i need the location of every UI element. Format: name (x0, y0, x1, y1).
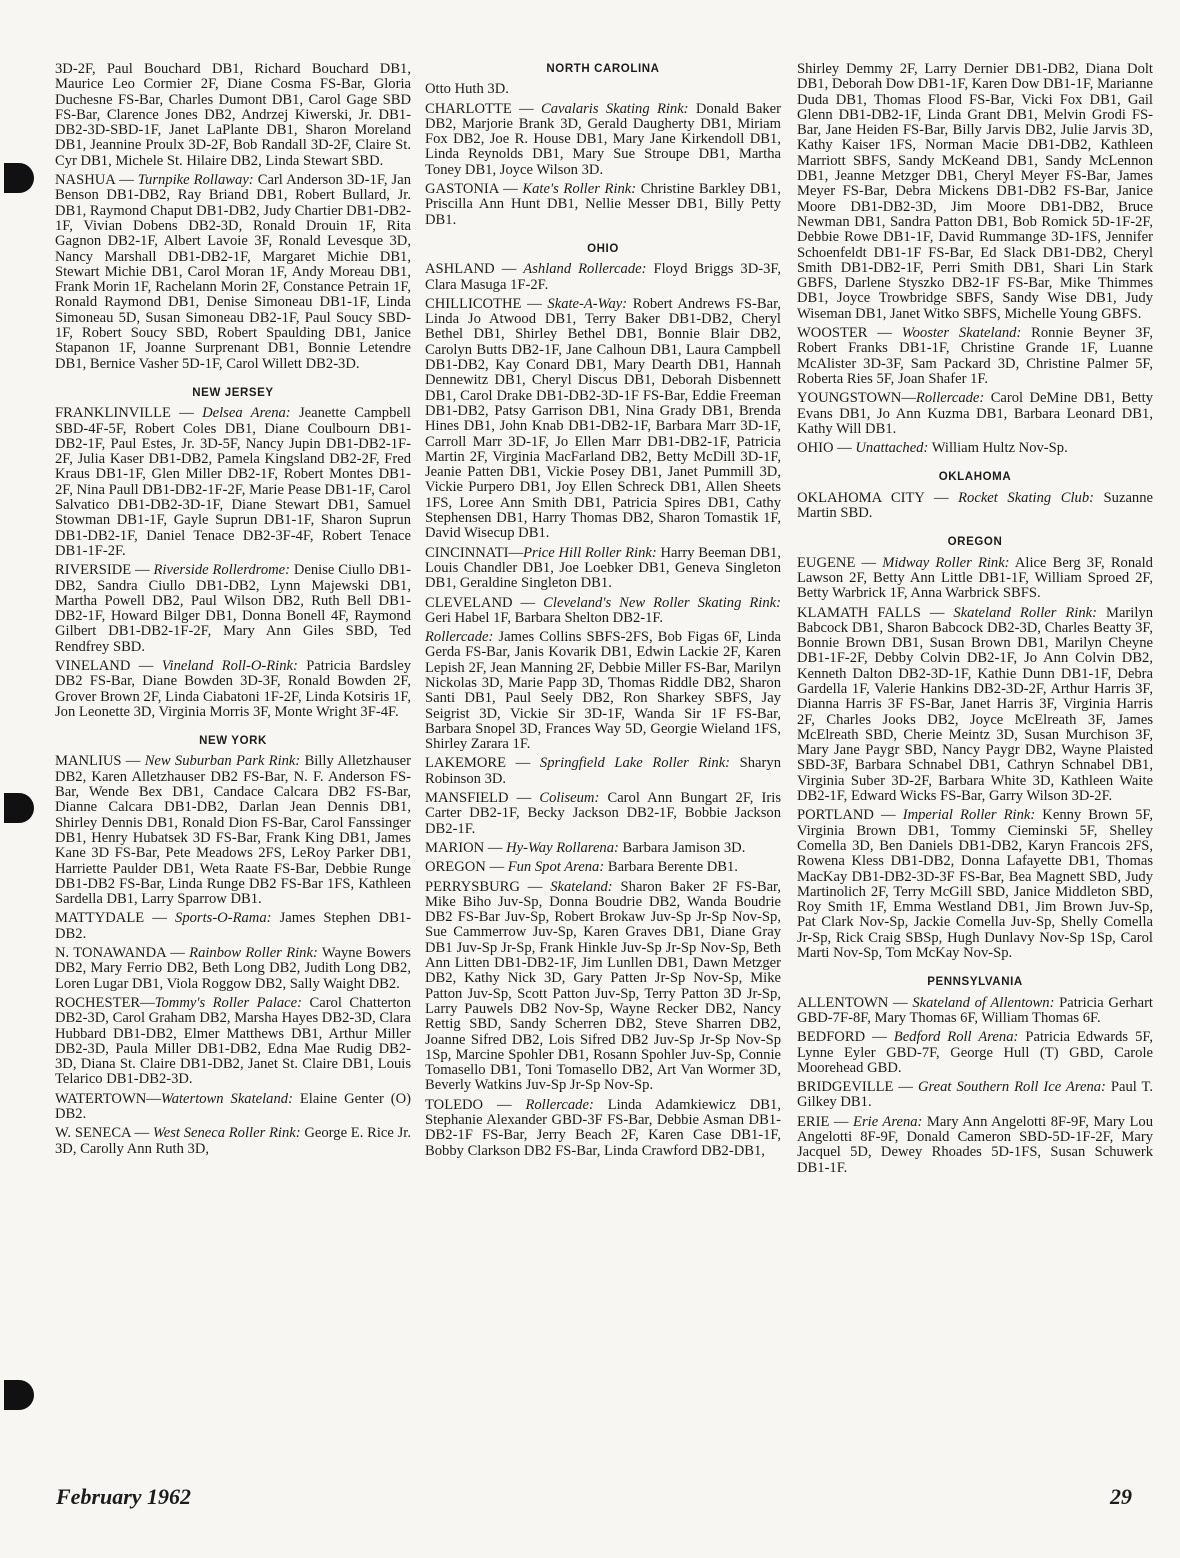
club-entry (55, 754, 411, 907)
city-name: CHILLICOTHE — (425, 295, 548, 312)
rink-name: Sports-O-Rama: (175, 910, 272, 927)
skater-list: Linda Adamkiewicz DB1, Stephanie Alexander GBD-3F FS-Bar, Debbie Asman DB1-DB2-1F FS-Bar, Jerry Beach 2F, Karen Case DB1-1F, Bobby Clarkson DB2 FS-Bar, Linda Crawford DB2-DB1, (425, 1096, 781, 1159)
skater-list: Christine Barkley DB1, Priscilla Ann Hunt DB1, Nellie Messer DB1, Billy Petty DB1. (425, 181, 781, 228)
club-entry (797, 996, 1153, 1027)
club-entry (425, 546, 781, 592)
column-middle (425, 62, 781, 1163)
column-left (55, 62, 411, 1161)
rink-name: Riverside Rollerdrome: (153, 562, 290, 579)
binder-hole (4, 163, 34, 193)
skater-list: Suzanne Martin SBD. (797, 489, 1153, 522)
city-name: MARION — (425, 839, 507, 856)
rink-name: Skateland of Allentown: (912, 994, 1055, 1011)
city-name: CLEVELAND — (425, 594, 544, 611)
city-name: ERIE — (797, 1113, 854, 1130)
city-name: CINCINNATI— (425, 544, 524, 561)
city-name: LAKEMORE — (425, 755, 540, 772)
club-entry (797, 62, 1153, 322)
club-entry (797, 441, 1153, 456)
city-name: CHARLOTTE — (425, 100, 541, 117)
club-entry (425, 82, 781, 97)
city-name: BRIDGEVILLE — (797, 1079, 918, 1096)
rink-name: Cleveland's New Roller Skating Rink: (543, 594, 781, 611)
rink-name: Rollercade: (915, 390, 985, 407)
rink-name: Rollercade: (525, 1096, 594, 1113)
club-entry (425, 841, 781, 856)
club-entry (55, 1092, 411, 1123)
club-entry (55, 563, 411, 655)
rink-name: Unattached: (855, 440, 929, 457)
rink-name: Turnpike Rollaway: (137, 172, 254, 189)
rink-name: Rollercade: (425, 629, 494, 646)
page-number: 29 (1110, 1484, 1132, 1509)
rink-name: Vineland Roll-O-Rink: (161, 657, 298, 674)
skater-list: Alice Berg 3F, Ronald Lawson 2F, Betty Ann Little DB1-1F, William Sproed 2F, Betty Warbrick 1F, Anna Warbrick SBFS. (797, 554, 1153, 602)
skater-list: Billy Alletzhauser DB2, Karen Alletzhauser DB2 FS-Bar, N. F. Anderson FS-Bar, Wende Bex DB1, Candace Calcara DB2 FS-Bar, Dianne Calcara DB1-DB2, Darlan Jean Dennis DB1, Shirley Dennis DB1, Ronald Dion FS-Bar, Carol Fanssinger DB1, Henry Hubatsek 3D FS-Bar, Frank King DB1, James Kane 3D FS-Bar, Pete Meadows 2FS, LeRoy Parker DB1, Harriette Paulder DB1, Weta Raate FS-Bar, Debbie Runge DB1-DB2 FS-Bar, Linda Runge DB2 FS-Bar 1FS, Kathleen Sardella DB1, Larry Sparrow DB1. (55, 753, 412, 908)
skater-list: Elaine Genter (O) DB2. (55, 1090, 412, 1122)
city-name: KLAMATH FALLS — (797, 604, 954, 621)
rink-name: Bedford Roll Arena: (893, 1029, 1019, 1046)
city-name: YOUNGSTOWN— (797, 390, 916, 407)
skater-list: Carol DeMine DB1, Betty Evans DB1, Jo Ann Kuzma DB1, Barbara Leonard DB1, Kathy Will DB1. (797, 390, 1153, 437)
club-entry (425, 791, 781, 837)
club-entry (425, 1098, 781, 1159)
rink-name: Wooster Skateland: (901, 325, 1022, 342)
skater-list: Paul T. Gilkey DB1. (797, 1079, 1153, 1111)
club-entry (55, 659, 411, 720)
city-name: GASTONIA — (425, 181, 523, 198)
rink-name: Imperial Roller Rink: (902, 807, 1036, 824)
city-name: OKLAHOMA CITY — (797, 489, 959, 506)
skater-list: Patricia Gerhart GBD-7F-8F, Mary Thomas 6F, William Thomas 6F. (797, 994, 1153, 1026)
rink-name: Skateland Roller Rink: (953, 604, 1097, 621)
skater-list: 3D-2F, Paul Bouchard DB1, Richard Bouchard DB1, Maurice Leo Cormier 2F, Diane Cosma FS-Bar, Gloria Duchesne FS-Bar, Charles Dumont DB1, Carol Gage SBD FS-Bar, Clarence Jones DB2, Andrzej Kiwerski, Jr. DB1-DB2-3D-SBD-1F, Janet LaPlante DB1, Sharon Moreland DB1, Jeannine Proulx 3D-2F, Bob Randall 3D-2F, Claire St. Cyr DB1, Michele St. Hilaire DB2, Linda Stewart SBD. (55, 61, 411, 169)
city-name: EUGENE — (797, 554, 883, 571)
skater-list: Otto Huth 3D. (425, 81, 509, 98)
club-entry (425, 880, 781, 1094)
club-entry (797, 1115, 1153, 1176)
state-heading: OHIO (587, 242, 619, 255)
rink-name: Delsea Arena: (202, 405, 291, 422)
club-entry (425, 596, 781, 627)
skater-list: Barbara Berente DB1. (604, 859, 738, 876)
city-name: W. SENECA — (55, 1125, 153, 1142)
city-name: ASHLAND — (425, 261, 524, 278)
club-entry (55, 946, 411, 992)
club-entry (55, 173, 411, 372)
skater-list: Patricia Edwards 5F, Lynne Eyler GBD-7F, George Hull (T) GBD, Carole Moorehead GBD. (797, 1029, 1154, 1076)
state-heading: NEW YORK (199, 735, 267, 748)
city-name: WATERTOWN— (55, 1090, 161, 1107)
skater-list: Robert Andrews FS-Bar, Linda Jo Atwood DB1, Terry Baker DB1-DB2, Cheryl Bethel DB1, Shirley Bethel DB1, Bonnie Blair DB2, Carolyn Butts DB2-1F, Jane Calhoun DB1, Laura Campbell DB1-DB2, Kay Conard DB1, Mary Dearth DB1, Hannah Dennewitz DB1, Cheryl Discus DB1, Deborah Disbennett DB1, Carol Drake DB1-DB2-3D-1F FS-Bar, Eddie Freeman DB1-DB2, Patsy Garrison DB1, Nina Grady DB1, Brenda Hines DB1, John Knab DB1-DB2-1F, Barbara Marr 3D-1F, Carroll Marr 3D-1F, Jo Ellen Marr DB1-DB2-1F, Patricia Martin 2F, Virginia MacFarland DB2, Betty McDill 3D-1F, Jeanie Patten DB1, Vickie Posey DB1, Janet Pummill 3D, Vickie Purpero DB1, Joy Ellen Schreck DB1, Allen Sheets 1FS, Loree Ann Smith DB1, Patricia Spires DB1, Cathy Stephensen DB1, Harry Thomas DB2, Sharon Tomastik 1F, David Wisecup DB1. (425, 295, 781, 542)
skater-list: James Collins SBFS-2FS, Bob Figas 6F, Linda Gerda FS-Bar, Janis Kovarik DB1, Edwin Lackie 2F, Karen Lepish 2F, Jean Manning 2F, Debbie Miller FS-Bar, Marilyn Nickolas 3D, Marie Papp 3D, Thomas Riddle DB2, Sharon Santi DB1, Paul Seely DB2, Ron Sharkey SBFS, Jay Seigrist 3D, Vickie Sir 3D-1F, Wanda Sir 1F FS-Bar, Barbara Snopel 3D, Frances Way 5D, Georgie Wieland 1FS, Shirley Zarara 1F. (425, 629, 781, 753)
city-name: ROCHESTER— (55, 994, 155, 1011)
city-name: PORTLAND — (797, 807, 903, 824)
club-entry (797, 1080, 1153, 1111)
rink-name: Tommy's Roller Palace: (154, 994, 302, 1011)
skater-list: William Hultz Nov-Sp. (928, 440, 1068, 457)
skater-list: Harry Beeman DB1, Louis Chandler DB1, Joe Loebker DB1, Geneva Singleton DB1, Geraldine Singleton DB1. (425, 544, 781, 592)
state-heading: NEW JERSEY (192, 386, 274, 399)
skater-list: Kenny Brown 5F, Virginia Brown DB1, Tommy Cieminski 5F, Shelley Comella 3D, Ben Daniels DB1-DB2, Karyn Francois 2FS, Rowena Kless DB1-DB2, Donna Lafayette DB1, Thomas MacKay DB1-DB2-3D-3F FS-Bar, Bea Magnett SBD, Judy Martinolich 2F, Terry McGill SBD, Janice Middleton SBD, Roy Smith 1F, Emma Westland DB1, Jim Brown Juv-Sp, Pat Clark Nov-Sp, Jackie Comella Juv-Sp, Shelly Comella Jr-Sp, Rick Craig SBSp, Hugh Dunlavy Nov-Sp 1Sp, Carol Marti Nov-Sp, Tom McKay Nov-Sp. (797, 807, 1153, 962)
rink-name: Ashland Rollercade: (523, 261, 647, 278)
rink-name: Rocket Skating Club: (958, 489, 1094, 506)
skater-list: Floyd Briggs 3D-3F, Clara Masuga 1F-2F. (425, 261, 781, 293)
club-entry (425, 182, 781, 228)
rink-name: Hy-Way Rollarena: (506, 839, 619, 856)
city-name: NASHUA — (55, 172, 138, 189)
club-entry (55, 996, 411, 1088)
skater-list: Carl Anderson 3D-1F, Jan Benson DB1-DB2, Ray Briand DB1, Robert Bullard, Jr. DB1, Raymond Chaput DB1-DB2, Judy Chartier DB1-DB2-1F, Vivian Dobens DB2-3D, Ronald Drouin 1F, Rita Gagnon DB2-1F, Albert Lavoie 3F, Ronald Levesque 3D, Nancy Marshall DB1-DB2-1F, Margaret Michie DB1, Stewart Michie DB1, Carol Moran 1F, Andy Moreau DB1, Frank Morin 1F, Rachelann Morin 2F, Constance Petrain 1F, Ronald Raymond DB1, Denise Simoneau DB1-1F, Linda Simoneau 5D, Susan Simoneau DB2-1F, Paul Soucy SBD-1F, Robert Soucy SBD, Robert Spaulding DB1, Janice Stapanon 1F, Joanne Surprenant DB1, Bonnie Letendre DB1, Bernice Vasher 5D-1F, Carol Willett DB2-3D. (55, 172, 411, 372)
skater-list: George E. Rice Jr. 3D, Carolly Ann Ruth 3D, (55, 1125, 412, 1157)
skater-list: Ronnie Beyner 3F, Robert Franks DB1-1F, Christine Grande 1F, Luanne McAlister 3D-3F, Sam Packard 3D, Christine Palmer 5F, Roberta Ries 5F, Joan Shafer 1F. (797, 325, 1153, 387)
rink-name: Great Southern Roll Ice Arena: (917, 1079, 1106, 1096)
rink-name: Springfield Lake Roller Rink: (539, 755, 731, 772)
club-entry (425, 297, 781, 542)
city-name: BEDFORD — (797, 1029, 894, 1046)
club-entry (55, 62, 411, 169)
skater-list: Mary Ann Angelotti 8F-9F, Mary Lou Angelotti 8F-9F, Donald Cameron SBD-5D-1F-2F, Mary Jacquel 5D, Dewey Rhoades 5D-1FS, Susan Schuwerk DB1-1F. (797, 1113, 1153, 1176)
skater-list: Geri Habel 1F, Barbara Shelton DB2-1F. (425, 609, 664, 626)
binder-hole (4, 1380, 34, 1410)
rink-name: Skateland: (550, 878, 613, 895)
city-name: ALLENTOWN — (797, 994, 913, 1011)
column-right (797, 62, 1153, 1180)
skater-list: Patricia Bardsley DB2 FS-Bar, Diane Bowden 3D-3F, Ronald Bowden 2F, Grover Brown 2F, Linda Ciabatoni 1F-2F, Linda Kotsiris 1F, Jon Leonette 3D, Virginia Morris 3F, Monte Wright 3F-4F. (55, 657, 412, 720)
city-name: OREGON — (425, 859, 508, 876)
rink-name: Skate-A-Way: (547, 295, 628, 312)
skater-list: Wayne Bowers DB2, Mary Ferrio DB2, Beth Long DB2, Judith Long DB2, Loren Lugar DB1, Viola Roggow DB2, Sally Waight DB2. (55, 945, 411, 992)
rink-name: Midway Roller Rink: (882, 554, 1010, 571)
rink-name: Price Hill Roller Rink: (523, 544, 657, 561)
club-entry (425, 262, 781, 293)
skater-list: Barbara Jamison 3D. (618, 839, 746, 856)
city-name: MANSFIELD — (425, 790, 540, 807)
club-entry (797, 491, 1153, 522)
city-name: RIVERSIDE — (55, 562, 154, 579)
club-entry (55, 406, 411, 559)
issue-date: February 1962 (56, 1484, 192, 1509)
city-name: TOLEDO — (425, 1096, 526, 1113)
rink-name: Erie Arena: (853, 1113, 923, 1130)
city-name: OHIO — (797, 440, 856, 457)
club-entry (425, 860, 781, 875)
club-entry (425, 630, 781, 752)
club-entry (55, 1126, 411, 1157)
club-entry (797, 606, 1153, 805)
club-entry (425, 756, 781, 787)
club-entry (55, 911, 411, 942)
club-entry (797, 391, 1153, 437)
rink-name: Kate's Roller Rink: (522, 181, 637, 198)
club-entry (797, 326, 1153, 387)
rink-name: Fun Spot Arena: (507, 859, 605, 876)
skater-list: Denise Ciullo DB1-DB2, Sandra Ciullo DB1-DB2, Lynn Majewski DB1, Martha Powell DB2, Paul Wilson DB2, Ruth Bell DB1-DB2-1F, Howard Bilger DB1, Donna Bonell 4F, Raymond Gilbert DB1-DB2-1F-2F, Mary Ann Giles SBD, Ted Rendfrey SBD. (55, 562, 411, 655)
city-name: FRANKLINVILLE — (55, 405, 203, 422)
city-name: MATTYDALE — (55, 910, 176, 927)
rink-name: New Suburban Park Rink: (144, 753, 301, 770)
skater-list: Carol Ann Bungart 2F, Iris Carter DB2-1F, Becky Jackson DB2-1F, Bobbie Jackson DB2-1F. (425, 790, 782, 837)
state-heading: NORTH CAROLINA (546, 63, 660, 75)
state-heading: OREGON (947, 536, 1003, 549)
skater-list: Jeanette Campbell SBD-4F-5F, Robert Coles DB1, Diane Coulbourn DB1-DB2-1F, Paul Estes, Jr. 3D-5F, Nancy Jupin DB1-DB2-1F-2F, Julia Kaser DB1-DB2, Pamela Kingsland DB2-2F, Fred Kraus DB1-1F, Glen Miller DB2-1F, Robert Montes DB1-2F, Nina Paull DB1-DB2-1F-2F, Marie Pease DB1-1F, Carol Salvatico DB1-DB2-3D-1F, Diane Stewart DB1, Samuel Stowman DB1-1F, Gayle Suprun DB1-1F, Sharon Suprun DB1-DB2-1F, Daniel Tenace DB2-3F-4F, Robert Tenace DB1-1F-2F. (55, 405, 411, 559)
club-entry (797, 556, 1153, 602)
city-name: PERRYSBURG — (425, 878, 551, 895)
rink-name: Coliseum: (539, 790, 600, 807)
skater-list: Donald Baker DB2, Marjorie Brank 3D, Gerald Daugherty DB1, Miriam Fox DB2, Joe R. House DB1, Mary Jane Kirkendoll DB1, Linda Reynolds DB1, Mary Sue Stroupe DB1, Martha Toney DB1, Joyce Wilson 3D. (425, 100, 781, 178)
skater-list: Carol Chatterton DB2-3D, Carol Graham DB2, Marsha Hayes DB2-3D, Clara Hubbard DB1-DB2, Elmer Matthews DB1, Arthur Miller DB2-3D, Paula Miller DB1-DB2, Edna Mae Rudig DB2-3D, Diana St. Claire DB1-DB2, Janet St. Claire DB1, Louis Telarico DB1-DB2-3D. (55, 994, 411, 1088)
rink-name: Cavalaris Skating Rink: (540, 100, 689, 117)
binder-hole (4, 793, 34, 823)
club-entry (797, 1030, 1153, 1076)
city-name: N. TONAWANDA — (55, 945, 190, 962)
skater-list: Sharon Baker 2F FS-Bar, Mike Biho Juv-Sp, Donna Boudrie DB2, Wanda Boudrie DB2 FS-Bar Juv-Sp, Robert Brokaw Juv-Sp Jr-Sp Nov-Sp, Sue Cammerrow Juv-Sp, Karen Graves DB1, Diane Gray DB1 Juv-Sp Jr-Sp, Frank Hinkle Juv-Sp Jr-Sp Nov-Sp, Beth Ann Litten DB1-DB2-1F, Jim Lunllen DB1, Dawn Metzger DB2, Kathy Nick 3D, Gary Patten Jr-Sp Nov-Sp, Mike Patton Juv-Sp, Scott Patton Juv-Sp, Terry Patton 3D Jr-Sp, Larry Pauwels DB2 Nov-Sp, Wayne Recker DB2, Nancy Rettig SBD, Sandy Scherren DB2, Steve Sharren DB2, Joanne Sifred DB2, Lois Sifred DB2 Juv-Sp Jr-Sp Nov-Sp 1Sp, Marcine Spohler DB1, Rosann Spohler Juv-Sp, Connie Tomasello DB1, Toni Tomasello DB2, Art Van Wormer 3D, Beverly Watkins Juv-Sp Jr-Sp Nov-Sp. (425, 878, 781, 1094)
skater-list: Sharyn Robinson 3D. (425, 755, 781, 787)
rink-name: West Seneca Roller Rink: (152, 1125, 301, 1142)
skater-list: Shirley Demmy 2F, Larry Dernier DB1-DB2, Diana Dolt DB1, Deborah Dow DB1-1F, Karen Dow DB1-1F, Marianne Duda DB1, Thomas Flood FS-Bar, Vicki Fox DB1, Gail Glenn DB1-DB2-1F, Linda Grant DB1, Melvin Grodi FS-Bar, Jane Heiden FS-Bar, Billy Jarvis DB2, Julie Jarvis 3D, Kathy Kaiser 1FS, Norman Macie DB1-DB2, Kathleen Marriott SBFS, Sandy McKeand DB1, Sandy McLennon DB1, Jeanne Metzger DB1, Cheryl Meyer FS-Bar, James Meyer FS-Bar, Debra Mickens DB1-DB2 FS-Bar, Janice Moore DB1-DB2-3D, Jim Moore DB1-DB2, Bruce Newman DB1, Sandra Patton DB1, Bob Romick 5D-1F-2F, Debbie Rowe DB1-1F, David Rummange 3D-1FS, Jennifer Schoenfeldt DB1-1F FS-Bar, Ed Slack DB1-DB2, Cheryl Smith DB1-DB2-1F, Perri Smith DB1, Shari Lin Stark GBFS, Darlene Styszko DB2-1F FS-Bar, Mike Thimmes DB1, Joyce Trowbridge SBFS, Sandy Wise DB1, Judy Wiseman DB1, Janet Witko SBFS, Michelle Young GBFS. (797, 61, 1153, 322)
state-heading: PENNSYLVANIA (927, 976, 1023, 989)
skater-list: James Stephen DB1-DB2. (55, 910, 411, 942)
city-name: VINELAND — (55, 657, 162, 674)
rink-name: Watertown Skateland: (160, 1090, 293, 1107)
club-entry (797, 808, 1153, 961)
club-entry (425, 102, 781, 178)
skater-list: Marilyn Babcock DB1, Sharon Babcock DB2-3D, Charles Beatty 3F, Bonnie Brown DB1, Susan Brown DB1, Marilyn Cheyne DB1-1F-2F, Debby Colvin DB2-1F, Jo Ann Colvin DB2, Kenneth Dalton DB2-3D-1F, Kathie Dunn DB1-1F, Debra Gardella 1F, Valerie Hankins DB2-3D-2F, Arthur Harris 3F, Dianna Harris 3F FS-Bar, Janet Harris 3F, Virginia Harris 2F, Charles Jooks DB2, Joyce McElreath 3F, James McElreath SBD, Cherie Meintz 3D, Susan Murchison 3F, Mary Jane Paygr SBD, Nancy Paygr DB2, Wayne Plaisted SBD-3F, Barbara Schnabel DB1, Cathryn Schnabel DB1, Virginia Suber 3D-2F, Barbara White 3D, Kathleen Waite DB2-1F, Edward Wicks FS-Bar, Garry Wilson 3D-2F. (797, 604, 1153, 805)
city-name: MANLIUS — (55, 753, 145, 770)
rink-name: Rainbow Roller Rink: (189, 945, 318, 962)
city-name: WOOSTER — (797, 325, 902, 342)
state-heading: OKLAHOMA (938, 471, 1012, 484)
